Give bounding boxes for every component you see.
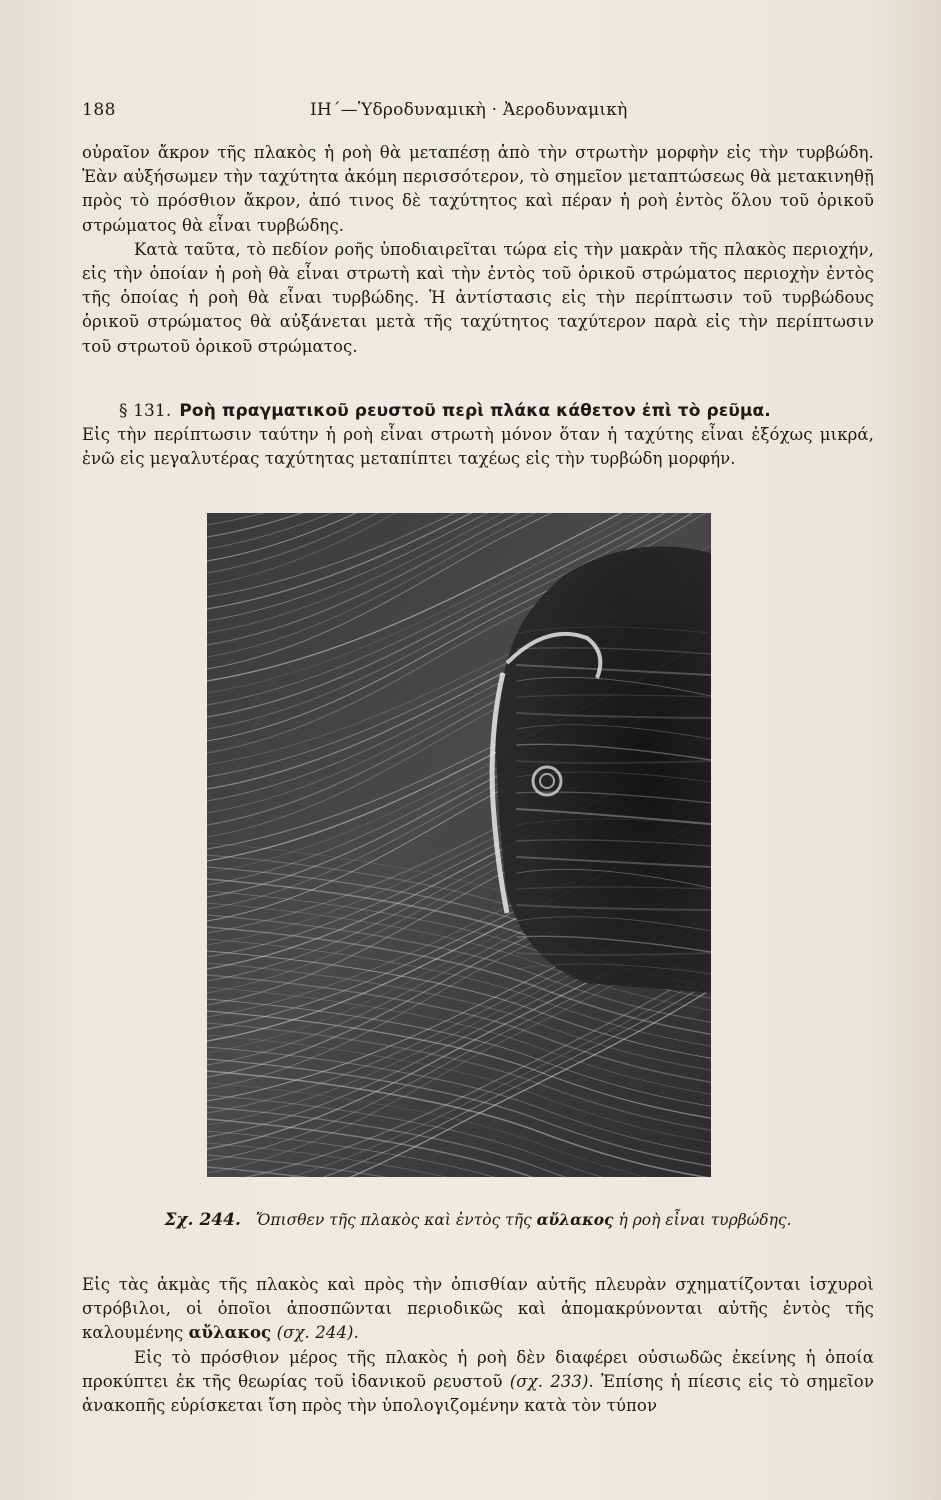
section-number: § 131. (119, 401, 172, 421)
opening-text (82, 141, 874, 359)
closing-text (82, 1273, 874, 1418)
page-header (82, 100, 872, 130)
figure-label: Σχ. 244. (164, 1210, 241, 1230)
paragraph-text-end: Ἐπίσης ἡ πίεσις εἰς τὸ σημεῖον ἀνακοπῆς εὑρίσκεται ἴση πρὸς τὴν ὑπολογιζομένην κατὰ τὸν τύπον (82, 1371, 874, 1416)
page-number: 188 (82, 100, 116, 120)
figure-caption (82, 1208, 874, 1232)
section-heading (82, 399, 874, 423)
paragraph-text: Εἰς τὰς ἀκμὰς τῆς πλακὸς καὶ πρὸς τὴν ὀπισθίαν αὐτῆς πλευρὰν σχηματίζονται ἰσχυροὶ στρόβιλοι, οἱ ὁποῖοι ἀποσπῶνται περιοδικῶς καὶ ἀπομακρύνονται αὐτῆς ἐντὸς τῆς καλουμένης (82, 1275, 874, 1343)
caption-text-end: ἡ ροὴ εἶναι τυρβώδης. (618, 1211, 792, 1229)
section-title: Ροὴ πραγματικοῦ ρευστοῦ περὶ πλάκα κάθετον ἐπὶ τὸ ρεῦμα. (179, 401, 771, 421)
caption-text: Ὄπισθεν τῆς πλακὸς καὶ ἐντὸς τῆς (255, 1211, 532, 1229)
paragraph (82, 1273, 874, 1346)
paragraph-text: Εἰς τὸ πρόσθιον μέρος τῆς πλακὸς ἡ ροὴ δὲν διαφέρει οὐσιωδῶς ἐκείνης ἡ ὁποία προκύπτει ἐκ τῆς θεωρίας τοῦ ἰδανικοῦ ρευστοῦ (82, 1347, 874, 1391)
figure-reference: (σχ. 233). (509, 1371, 594, 1391)
paragraph (82, 1346, 874, 1419)
paragraph: Εἰς τὴν περίπτωσιν ταύτην ἡ ροὴ εἶναι στρωτὴ μόνον ὅταν ἡ ταχύτης εἶναι ἐξόχως μικρά, ἐνῶ εἰς μεγαλυτέρας ταχύτητας μεταπίπτει ταχέως εἰς τὴν τυρβώδη μορφήν. (82, 425, 874, 469)
term-aulakos: αὔλακος (188, 1323, 272, 1343)
paragraph: Κατὰ ταῦτα, τὸ πεδίον ροῆς ὑποδιαιρεῖται τώρα εἰς τὴν μακρὰν τῆς πλακὸς περιοχήν, εἰς τὴν ὁποίαν ἡ ροὴ θὰ εἶναι στρωτὴ καὶ τὴν ἐντὸς τοῦ ὁρικοῦ στρώματος περιοχὴν ἐντὸς τῆς ὁποίας ἡ ροὴ θὰ εἶναι τυρβώδης. Ἡ ἀντίστασις εἰς τὴν περίπτωσιν τοῦ τυρβώδους ὁρικοῦ στρώματος θὰ αὐξάνεται μετὰ τῆς ταχύτητος ταχύτερον παρὰ εἰς τὴν περίπτωσιν τοῦ στρωτοῦ ὁρικοῦ στρώματος. (82, 239, 874, 356)
section-131 (82, 399, 874, 471)
flow-visualization-image (207, 513, 711, 1177)
running-title: ΙΗ΄—Ὑδροδυναμικὴ · Ἀεροδυναμικὴ (310, 100, 628, 120)
paragraph: οὐραῖον ἄκρον τῆς πλακὸς ἡ ροὴ θὰ μεταπέσῃ ἀπὸ τὴν στρωτὴν μορφὴν εἰς τὴν τυρβώδη. Ἐὰν αὐξήσωμεν τὴν ταχύτητα ἀκόμη περισσότερον, τὸ σημεῖον μεταπτώσεως θὰ μετακινηθῇ πρὸς τὸ πρόσθιον ἄκρον, ἀπό τινος δὲ ταχύτητος καὶ πέραν ἡ ροὴ ἐντὸς ὅλου τοῦ ὁρικοῦ στρώματος θὰ εἶναι τυρβώδης. (82, 143, 874, 235)
flow-photograph (207, 513, 711, 1177)
figure-reference: (σχ. 244). (276, 1323, 359, 1343)
caption-emphasis: αὔλακος (536, 1210, 614, 1229)
